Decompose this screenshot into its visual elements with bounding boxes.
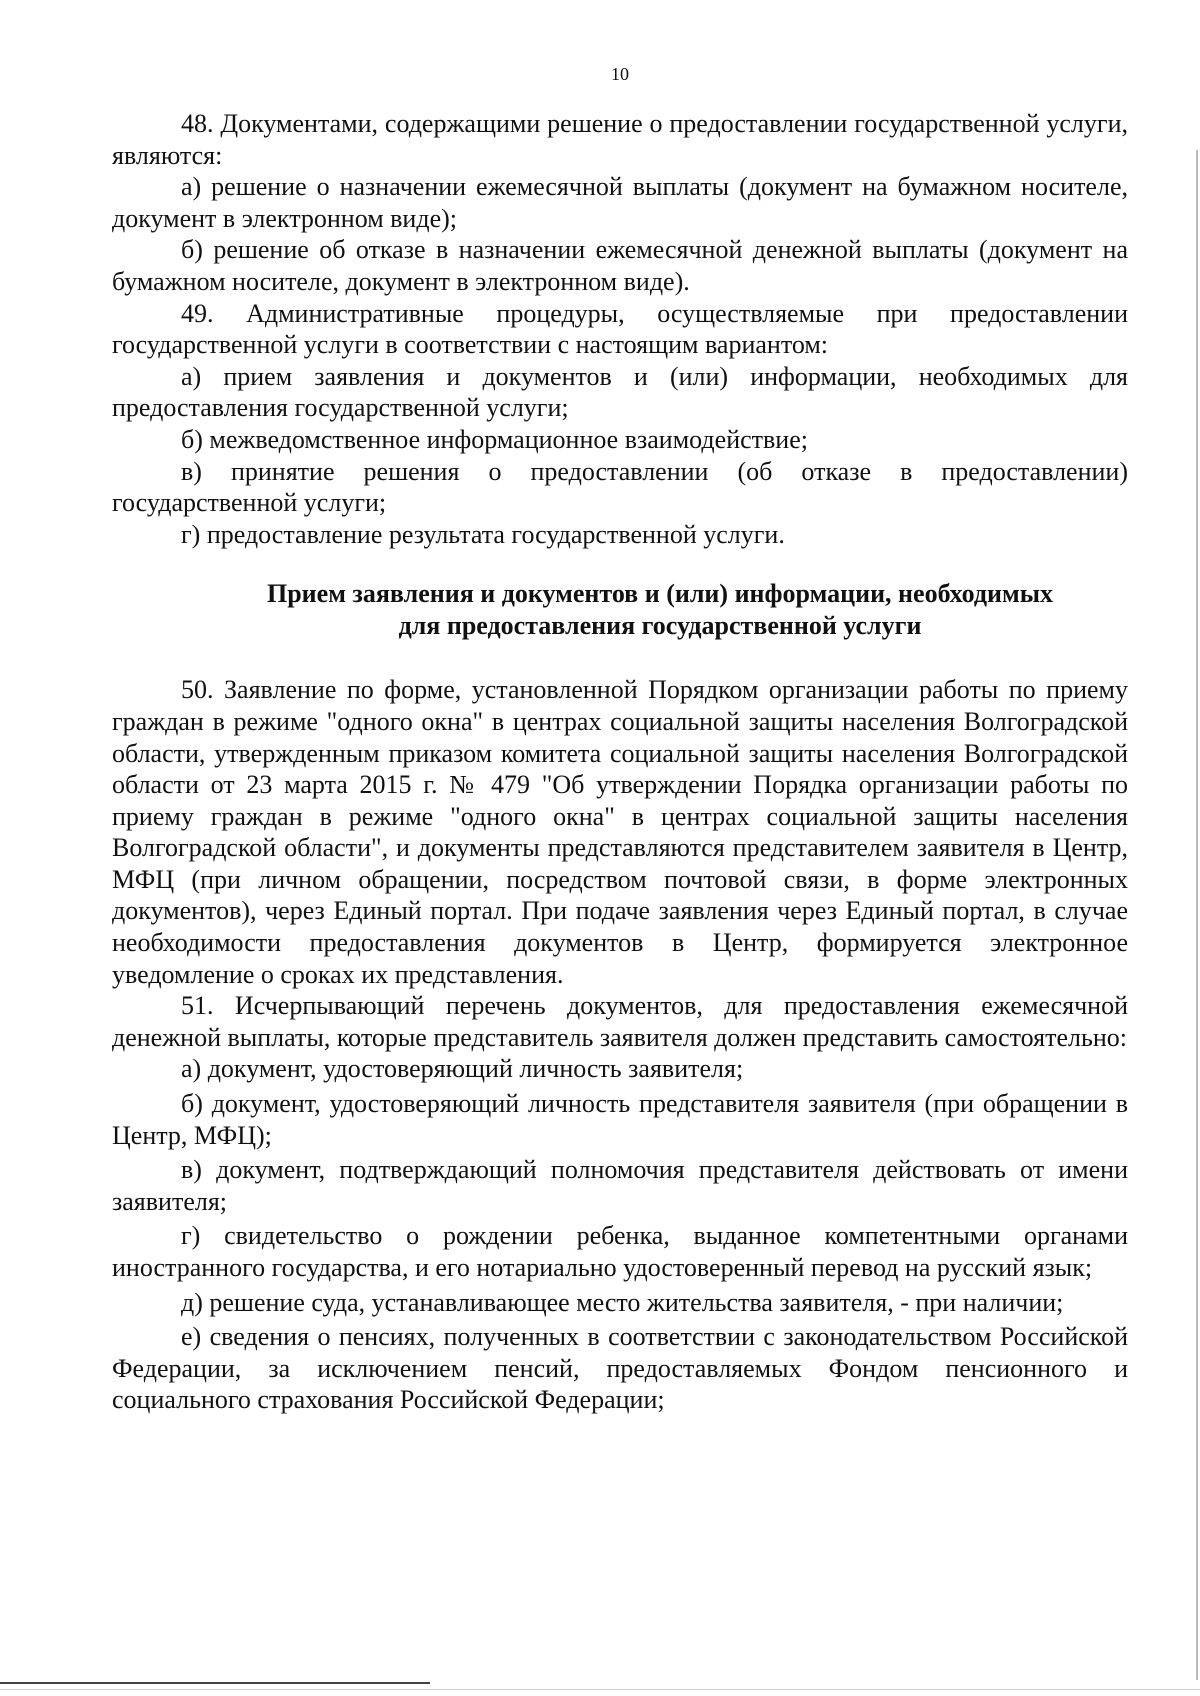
scan-edge-line <box>1196 150 1198 1680</box>
section-heading-line-1: Прием заявления и документов и (или) информации, необходимых <box>266 579 1053 609</box>
paragraph-50: 50. Заявление по форме, установленной Порядком организации работы по приему граждан в режиме "одного окна" в центрах социальной защиты населения Волгоградской области, утвержденным приказом комитета социальной защиты населения Волгоградской области от 23 марта 2015 г. № 479 "Об утверждении Порядка организации работы по приему граждан в режиме "одного окна" в центрах социальной защиты населения Волгоградской области", и документы представляются представителем заявителя в Центр, МФЦ (при личном обращении, посредством почтовой связи, в форме электронных документов), через Единый портал. При подаче заявления через Единый портал, в случае необходимости предоставления документов в Центр, формируется электронное уведомление о сроках их представления. <box>112 675 1128 989</box>
section-heading <box>112 578 1128 642</box>
paragraph-51: 51. Исчерпывающий перечень документов, для предоставления ежемесячной денежной выплаты, которые представитель заявителя должен представить самостоятельно: <box>112 991 1128 1052</box>
section-heading-line-2: для предоставления государственной услуги <box>398 611 922 641</box>
paragraph-49-b: б) межведомственное информационное взаимодействие; <box>181 424 808 454</box>
scan-bottom-line <box>0 1682 430 1684</box>
document-body <box>112 108 1128 1416</box>
page-number: 10 <box>611 64 629 84</box>
paragraph-49: 49. Административные процедуры, осуществляемые при предоставлении государственной услуги в соответствии с настоящим вариантом: <box>112 298 1128 360</box>
paragraph-51-b: б) документ, удостоверяющий личность представителя заявителя (при обращении в Центр, МФЦ); <box>112 1089 1128 1150</box>
paragraph-51-d: д) решение суда, устанавливающее место жительства заявителя, - при наличии; <box>181 1287 1064 1317</box>
paragraph-48: 48. Документами, содержащими решение о предоставлении государственной услуги, являются: <box>112 109 1128 170</box>
paragraph-51-v: в) документ, подтверждающий полномочия представителя действовать от имени заявителя; <box>112 1155 1128 1216</box>
paragraph-51-g: г) свидетельство о рождении ребенка, выданное компетентными органами иностранного государства, и его нотариально удостоверенный перевод на русский язык; <box>112 1221 1128 1282</box>
paragraph-48-a: а) решение о назначении ежемесячной выплаты (документ на бумажном носителе, документ в электронном виде); <box>112 172 1128 233</box>
paragraph-51-a: а) документ, удостоверяющий личность заявителя; <box>181 1054 744 1084</box>
scan-bottom-edge <box>0 1689 1200 1690</box>
paragraph-48-b: б) решение об отказе в назначении ежемесячной денежной выплаты (документ на бумажном носителе, документ в электронном виде). <box>112 235 1128 296</box>
paragraph-51-e: е) сведения о пенсиях, полученных в соответствии с законодательством Российской Федерации, за исключением пенсий, предоставляемых Фондом пенсионного и социального страхования Российской Федерации; <box>112 1322 1128 1415</box>
paragraph-49-v: в) принятие решения о предоставлении (об отказе в предоставлении) государственной услуги; <box>112 456 1128 518</box>
paragraph-49-a: а) прием заявления и документов и (или) информации, необходимых для предоставления государственной услуги; <box>112 361 1128 423</box>
paragraph-49-g: г) предоставление результата государственной услуги. <box>181 519 785 549</box>
